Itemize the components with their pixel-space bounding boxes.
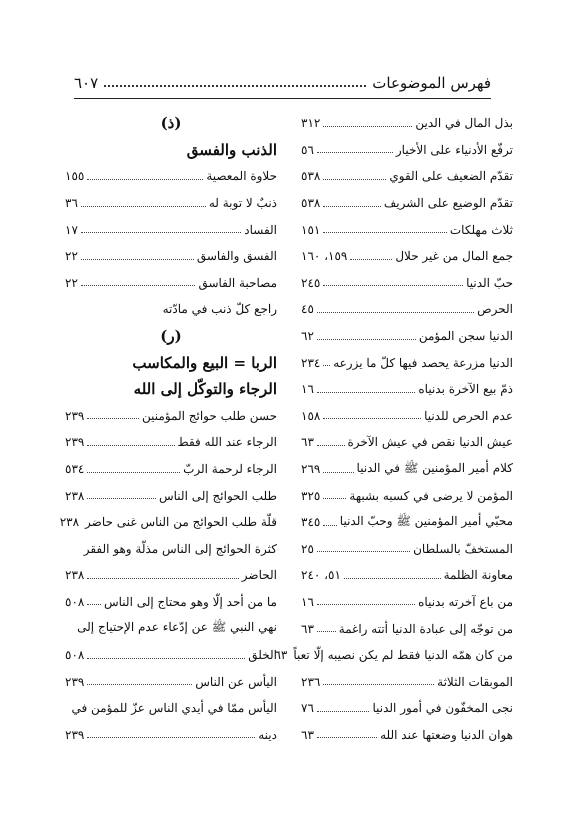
entry-page: ٦٢	[301, 329, 314, 344]
entry-page: ١٥١	[301, 222, 321, 237]
entry-wrapped-first-line: اليأس ممّا في أيدي الناس عزّ للمؤمن في	[71, 701, 277, 716]
entry-text: حسن طلب حوائج المؤمنين	[142, 408, 277, 423]
index-entry	[301, 323, 513, 350]
index-entry	[59, 509, 277, 536]
entry-text: المؤمن لا يرضى في كسبه بشبهة	[349, 488, 513, 503]
entry-page: ٣٢٥	[301, 488, 321, 503]
leader-dots	[350, 259, 392, 260]
leader-dots	[323, 285, 463, 286]
entry-page: ١٧	[65, 222, 78, 237]
entry-page: ٥٣٨	[301, 169, 321, 184]
index-entry	[301, 536, 513, 563]
entry-text: الرجاء عند الله فقط	[177, 435, 277, 450]
leader-dots	[317, 737, 377, 738]
index-entry	[65, 243, 277, 270]
leader-dots	[81, 232, 241, 233]
entry-text: كلام أمير المؤمنين ﷺ في الدنيا	[356, 460, 513, 475]
entry-wrapped-first-line: نهي النبي ﷺ عن إدّعاء عدم الإحتياج إلى	[77, 620, 277, 635]
leader-dots	[87, 604, 101, 605]
index-entry	[301, 695, 513, 722]
header-title: فهرس الموضوعات	[372, 74, 491, 92]
entry-page: ١٥٩، ١٦٠	[301, 249, 348, 264]
index-entry	[65, 482, 277, 509]
section-heading-riba: الربا = البيع والمكاسب	[132, 353, 277, 372]
entry-page: ٢٣٨	[65, 488, 85, 503]
index-entry	[301, 403, 513, 430]
index-entry	[65, 668, 277, 695]
leader-dots	[87, 472, 180, 473]
index-entry	[65, 562, 277, 589]
entry-text: جمع المال من غير حلال	[395, 249, 513, 264]
leader-dots	[87, 737, 255, 738]
entry-text: مصاحبة الفاسق	[198, 275, 277, 290]
leader-dots	[317, 604, 415, 605]
entry-text: هوان الدنيا وضعتها عند الله	[380, 727, 513, 742]
index-entry	[301, 376, 513, 403]
entry-page: ٢٥	[301, 541, 314, 556]
index-entry	[274, 642, 513, 669]
entry-page: ٢٢	[65, 275, 78, 290]
entry-page: ١٦	[301, 594, 314, 609]
leader-dots	[81, 285, 196, 286]
index-entry	[301, 562, 513, 589]
leader-dots	[87, 179, 203, 180]
leader-dots	[323, 472, 353, 473]
entry-page: ٦٣	[301, 621, 314, 636]
index-entry	[65, 190, 277, 217]
index-entry	[301, 482, 513, 509]
index-entry	[301, 243, 513, 270]
index-entry	[301, 589, 513, 616]
index-entry	[301, 668, 513, 695]
index-entry	[301, 163, 513, 190]
entry-text: بذل المال في الدين	[415, 116, 513, 131]
index-entry	[65, 429, 277, 456]
entry-page: ٢٣٩	[65, 727, 85, 742]
index-column-left	[59, 110, 277, 748]
index-column-right	[274, 110, 513, 748]
leader-dots	[323, 179, 386, 180]
index-entry	[301, 456, 513, 483]
leader-dots	[323, 126, 412, 127]
sin-entries	[65, 163, 277, 296]
entry-text: حلاوة المعصية	[206, 169, 277, 184]
index-entry	[65, 642, 277, 669]
leader-dots	[317, 631, 336, 632]
entry-page: ٢٣٨	[59, 515, 80, 530]
entry-text: ثلاث مهلكات	[449, 222, 513, 237]
entry-text: الرجاء لرحمة الربّ	[183, 462, 277, 477]
entry-page: ٥٣٨	[301, 196, 321, 211]
index-entry	[301, 216, 513, 243]
entry-text: الموبقات الثلاثة	[437, 674, 513, 689]
entry-page: ٥٦	[301, 142, 314, 157]
entry-page: ٣٤٥	[301, 515, 321, 530]
leader-dots	[81, 206, 206, 207]
entry-text: حبّ الدنيا	[466, 275, 513, 290]
leader-dots	[323, 365, 330, 366]
entry-page: ١٦	[301, 382, 314, 397]
leader-dots	[87, 498, 156, 499]
leader-dots	[323, 232, 447, 233]
leader-dots	[317, 339, 416, 340]
entry-text: عيش الدنيا نقص في عيش الآخرة	[347, 435, 513, 450]
entry-text: طلب الحوائج إلى الناس	[158, 488, 277, 503]
entry-text: عدم الحرص للدنيا	[424, 408, 513, 423]
entry-page: ٥٠٨	[65, 648, 85, 663]
index-entry	[301, 270, 513, 297]
entry-text: الحاضر	[241, 568, 277, 583]
entry-page: ٢٣٤	[301, 355, 321, 370]
index-entry	[301, 349, 513, 376]
entry-text: الدنيا مزرعة يحصد فيها كلّ ما يزرعه	[333, 355, 513, 370]
entry-text: معاونة الظلمة	[443, 568, 513, 583]
entry-text: دينه	[258, 727, 277, 742]
leader-dots	[81, 259, 194, 260]
index-entry	[301, 722, 513, 749]
running-header	[74, 68, 491, 92]
leader-dots	[87, 445, 174, 446]
leader-dots	[87, 418, 139, 419]
entry-page: ٤٥	[301, 302, 314, 317]
entry-text: ذنبٌ لا توبة له	[208, 196, 277, 211]
index-entry	[301, 137, 513, 164]
entry-text: الحرص	[477, 302, 513, 317]
section-heading-raja: الرجاء والتوكّل إلى الله	[133, 380, 277, 399]
entry-wrapped-first-line: كثرة الحوائج إلى الناس مذلّة وهو الفقر	[83, 541, 277, 556]
leader-dots	[87, 578, 238, 579]
entry-page: ٢٤٥	[301, 275, 321, 290]
entry-page: ٦٣	[301, 435, 314, 450]
entry-text: من باع آخرته بدنياه	[418, 594, 513, 609]
index-entry	[65, 216, 277, 243]
see-also-note: راجع كلّ ذنب في مادّته	[162, 302, 277, 317]
entry-text: ذمّ بيع الآخرة بدنياه	[418, 382, 513, 397]
entry-text: الفسق والفاسق	[196, 249, 277, 264]
entry-text: ترفّع الأدنياء على الأخيار	[395, 142, 513, 157]
index-entry	[301, 615, 513, 642]
entry-page: ٢٣٩	[65, 408, 85, 423]
raja-entries	[59, 403, 277, 536]
entry-text: تقدّم الوضيع على الشريف	[383, 196, 513, 211]
header-leader-dots	[104, 85, 366, 87]
entry-page: ١٥٨	[301, 408, 321, 423]
entry-page: ٢٣٦	[301, 674, 321, 689]
leader-dots	[323, 498, 346, 499]
leader-dots	[87, 658, 245, 659]
index-entry	[301, 509, 513, 536]
entry-page: ٢٣٩	[65, 435, 85, 450]
leader-dots	[317, 445, 345, 446]
index-entry	[65, 403, 277, 430]
entry-page: ٢٢	[65, 249, 78, 264]
leader-dots	[323, 525, 336, 526]
entry-text: محبّي أمير المؤمنين ﷺ وحبّ الدنيا	[339, 513, 513, 528]
entry-text: نجى المخفّون في أمور الدنيا	[372, 701, 513, 716]
entry-text: تقدّم الضعيف على القوي	[389, 169, 513, 184]
entry-text: الخلق	[248, 648, 277, 663]
entry-page: ٥٠٨	[65, 594, 85, 609]
letter-heading-ra: (ر)	[160, 327, 182, 346]
entry-page: ١٥٥	[65, 169, 85, 184]
index-entry	[65, 589, 277, 616]
entry-text: اليأس عن الناس	[195, 674, 277, 689]
index-entry	[65, 722, 277, 749]
leader-dots	[87, 684, 192, 685]
entry-page: ٢٣٨	[65, 568, 85, 583]
section-heading-sin: الذنب والفسق	[186, 140, 277, 159]
page-number: ٦٠٧	[74, 74, 99, 92]
index-entry	[65, 270, 277, 297]
entry-text: من كان همّه الدنيا فقط لم يكن نصيبه إلّا تعباً	[293, 648, 513, 663]
index-entry	[301, 110, 513, 137]
entry-page: ٢٣٩	[65, 674, 85, 689]
entry-page: ٣١٢	[301, 116, 321, 131]
letter-heading-dhal: (ذ)	[160, 114, 182, 133]
header-rule	[74, 98, 491, 99]
entry-page: ٦٣	[301, 727, 314, 742]
leader-dots	[323, 684, 434, 685]
entry-page: ٧٦	[301, 701, 314, 716]
index-entry	[65, 456, 277, 483]
index-entry	[301, 296, 513, 323]
leader-dots	[323, 206, 380, 207]
leader-dots	[317, 152, 393, 153]
leader-dots	[317, 711, 370, 712]
leader-dots	[317, 551, 410, 552]
entry-text: الدنيا سجن المؤمن	[418, 329, 513, 344]
leader-dots	[344, 578, 441, 579]
index-entry	[301, 429, 513, 456]
entry-text: ما من أحد إلّا وهو محتاج إلى الناس	[103, 594, 277, 609]
index-entry	[301, 190, 513, 217]
entry-page: ٥١، ٢٤٠	[301, 568, 341, 583]
entry-page: ٣٦	[65, 196, 78, 211]
entry-text: الفساد	[244, 222, 277, 237]
entry-text: من توجّه إلى عبادة الدنيا أتته راغمة	[338, 621, 513, 636]
leader-dots	[317, 392, 415, 393]
leader-dots	[323, 418, 421, 419]
entry-page: ٢٦٩	[301, 462, 321, 477]
entry-text: قلّة طلب الحوائج من الناس غنى حاضر	[85, 515, 277, 530]
entry-page: ٥٣٤	[65, 462, 85, 477]
entry-page: ٦٣	[274, 648, 288, 663]
leader-dots	[317, 312, 474, 313]
entry-text: المستخفّ بالسلطان	[413, 541, 513, 556]
index-entry	[65, 163, 277, 190]
